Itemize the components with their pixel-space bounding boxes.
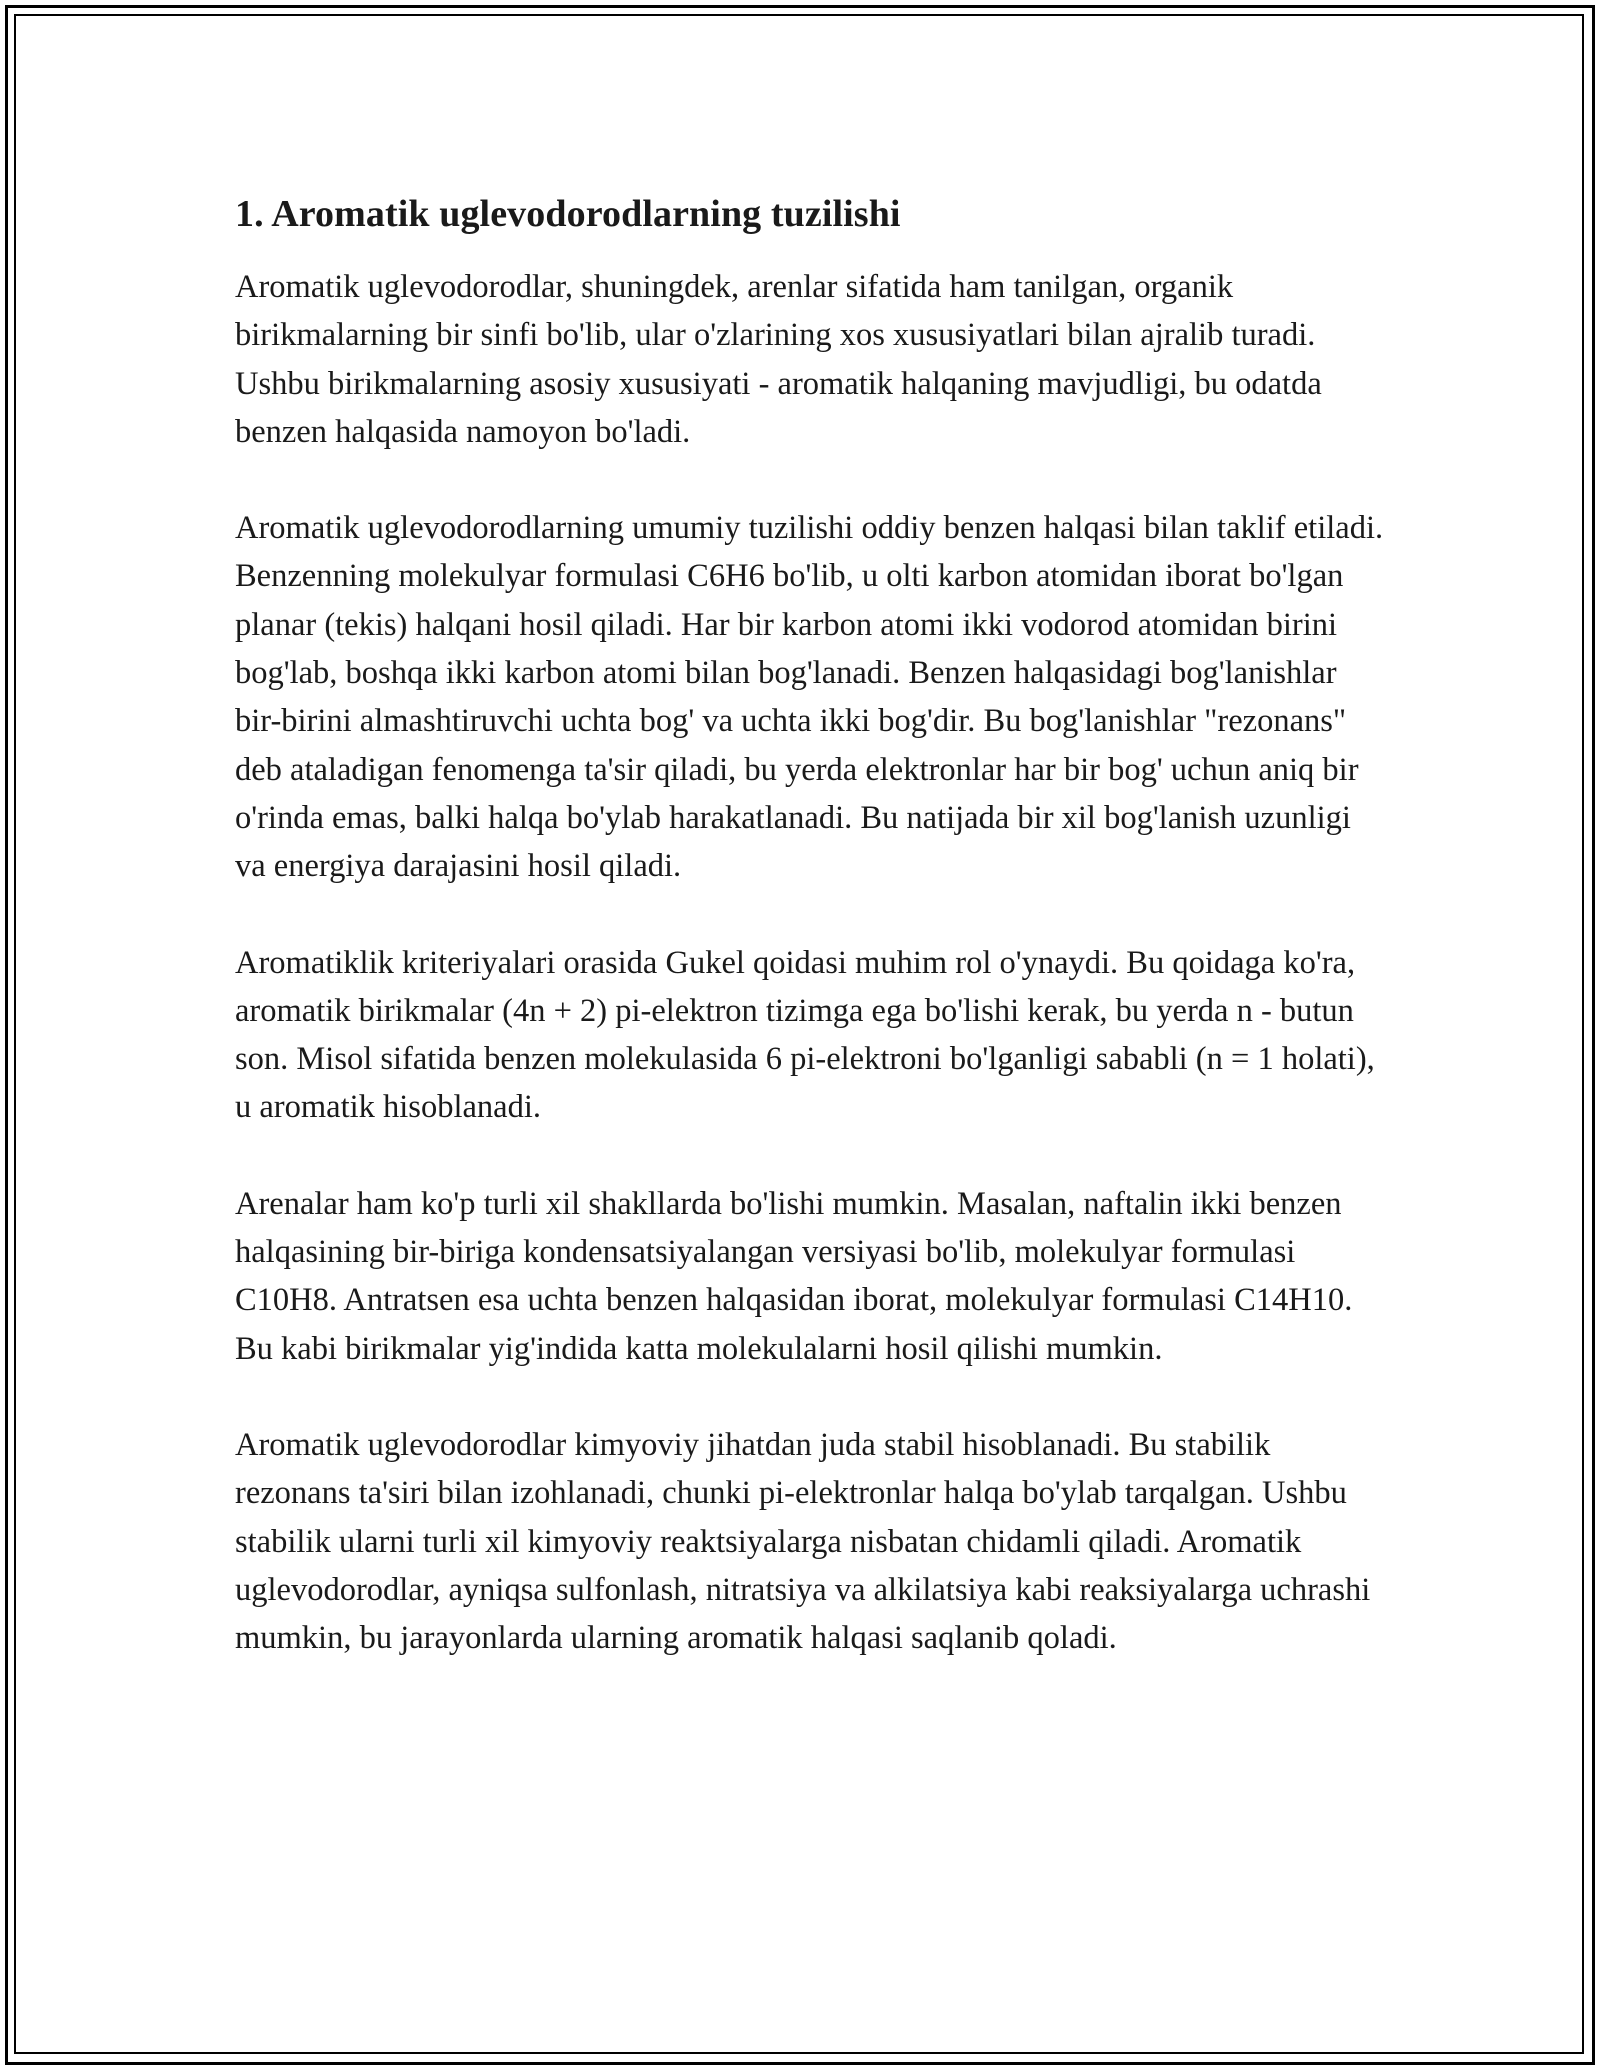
paragraph-structure: Aromatik uglevodorodlarning umumiy tuzilishi oddiy benzen halqasi bilan taklif etiladi. Benzenning molekulyar formulasi C6H6 bo'lib, u olti karbon atomidan iborat bo'lgan planar (tekis) halqani hosil qiladi. Har bir karbon atomi ikki vodorod atomidan birini bog'lab, boshqa ikki karbon atomi bilan bog'lanadi. Benzen halqasidagi bog'lanishlar bir-birini almashtiruvchi uchta bog' va uchta ikki bog'dir. Bu bog'lanishlar "rezonans" deb ataladigan fenomenga ta'sir qiladi, bu yerda elektronlar har bir bog' uchun aniq bir o'rinda emas, balki halqa bo'ylab harakatlanadi. Bu natijada bir xil bog'lanish uzunligi va energiya darajasini hosil qiladi. <box>235 510 1384 885</box>
paragraph-arene-forms: Arenalar ham ko'p turli xil shakllarda bo'lishi mumkin. Masalan, naftalin ikki benzen halqasining bir-biriga kondensatsiyalangan versiyasi bo'lib, molekulyar formulasi C10H8. Antratsen esa uchta benzen halqasidan iborat, molekulyar formulasi C14H10. Bu kabi birikmalar yig'indida katta molekulalarni hosil qilishi mumkin. <box>235 1185 1353 1367</box>
paragraph-huckel-rule: Aromatiklik kriteriyalari orasida Gukel qoidasi muhim rol o'ynaydi. Bu qoidaga ko'ra, aromatik birikmalar (4n + 2) pi-elektron tizimga ega bo'lishi kerak, bu yerda n - butun son. Misol sifatida benzen molekulasida 6 pi-elektroni bo'lganligi sababli (n = 1 holati), u aromatik hisoblanadi. <box>235 944 1375 1126</box>
paragraph-stability: Aromatik uglevodorodlar kimyoviy jihatdan juda stabil hisoblanadi. Bu stabilik rezonans ta'siri bilan izohlanadi, chunki pi-elektronlar halqa bo'ylab tarqalgan. Ushbu stabilik ularni turli xil kimyoviy reaktsiyalarga nisbatan chidamli qiladi. Aromatik uglevodorodlar, ayniqsa sulfonlash, nitratsiya va alkilatsiya kabi reaksiyalarga uchrashi mumkin, bu jarayonlarda ularning aromatik halqasi saqlanib qoladi. <box>235 1426 1371 1657</box>
section-title: 1. Aromatik uglevodorodlarning tuzilishi <box>235 193 901 235</box>
paragraph-intro: Aromatik uglevodorodlar, shuningdek, arenlar sifatida ham tanilgan, organik birikmalarning bir sinfi bo'lib, ular o'zlarining xos xususiyatlari bilan ajralib turadi. Ushbu birikmalarning asosiy xususiyati - aromatik halqaning mavjudligi, bu odatda benzen halqasida namoyon bo'ladi. <box>235 269 1322 450</box>
document-body <box>235 186 1385 1710</box>
